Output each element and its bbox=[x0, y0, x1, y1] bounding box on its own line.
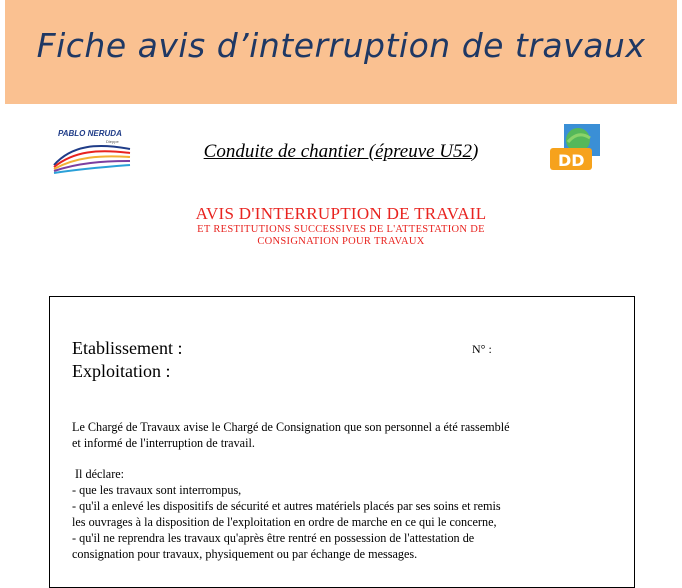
course-title bbox=[0, 141, 682, 163]
notice-subtitle-1: ET RESTITUTIONS SUCCESSIVES DE L'ATTESTATION DE bbox=[197, 224, 485, 235]
intro-line-1: Le Chargé de Travaux avise le Chargé de Consignation que son personnel a été rassemblé bbox=[72, 420, 510, 434]
course-title-text: Conduite de chantier (épreuve U52 bbox=[203, 141, 473, 162]
course-title-paren: ) bbox=[472, 141, 479, 162]
etablissement-label: Etablissement : bbox=[72, 338, 183, 358]
form-box bbox=[49, 296, 635, 588]
exploitation-label: Exploitation : bbox=[72, 361, 171, 381]
declare-item: - qu'il ne reprendra les travaux qu'après être rentré en possession de l'attestation de bbox=[72, 531, 475, 545]
declare-item: - qu'il a enlevé les dispositifs de sécurité et autres matériels placés par ses soins et remis bbox=[72, 499, 501, 513]
declare-item: les ouvrages à la disposition de l'exploitation en ordre de marche en ce qui le concerne, bbox=[72, 515, 497, 529]
declare-item: consignation pour travaux, physiquement ou par échange de messages. bbox=[72, 547, 418, 561]
notice-header bbox=[0, 204, 682, 248]
logo-left-sub: Dieppe bbox=[106, 139, 119, 144]
logo-right-text: DD bbox=[558, 151, 585, 170]
intro-line-2: et informé de l'interruption de travail. bbox=[72, 436, 255, 450]
notice-title: AVIS D'INTERRUPTION DE TRAVAIL bbox=[195, 204, 487, 223]
notice-subtitle-2: CONSIGNATION POUR TRAVAUX bbox=[257, 236, 425, 247]
declare-item: - que les travaux sont interrompus, bbox=[72, 483, 242, 497]
number-label: N° : bbox=[472, 342, 492, 356]
logo-left-text: PABLO NERUDA bbox=[58, 129, 122, 138]
page-title: Fiche avis d’interruption de travaux bbox=[36, 25, 646, 65]
title-banner bbox=[5, 0, 677, 104]
declare-heading: Il déclare: bbox=[75, 467, 125, 481]
